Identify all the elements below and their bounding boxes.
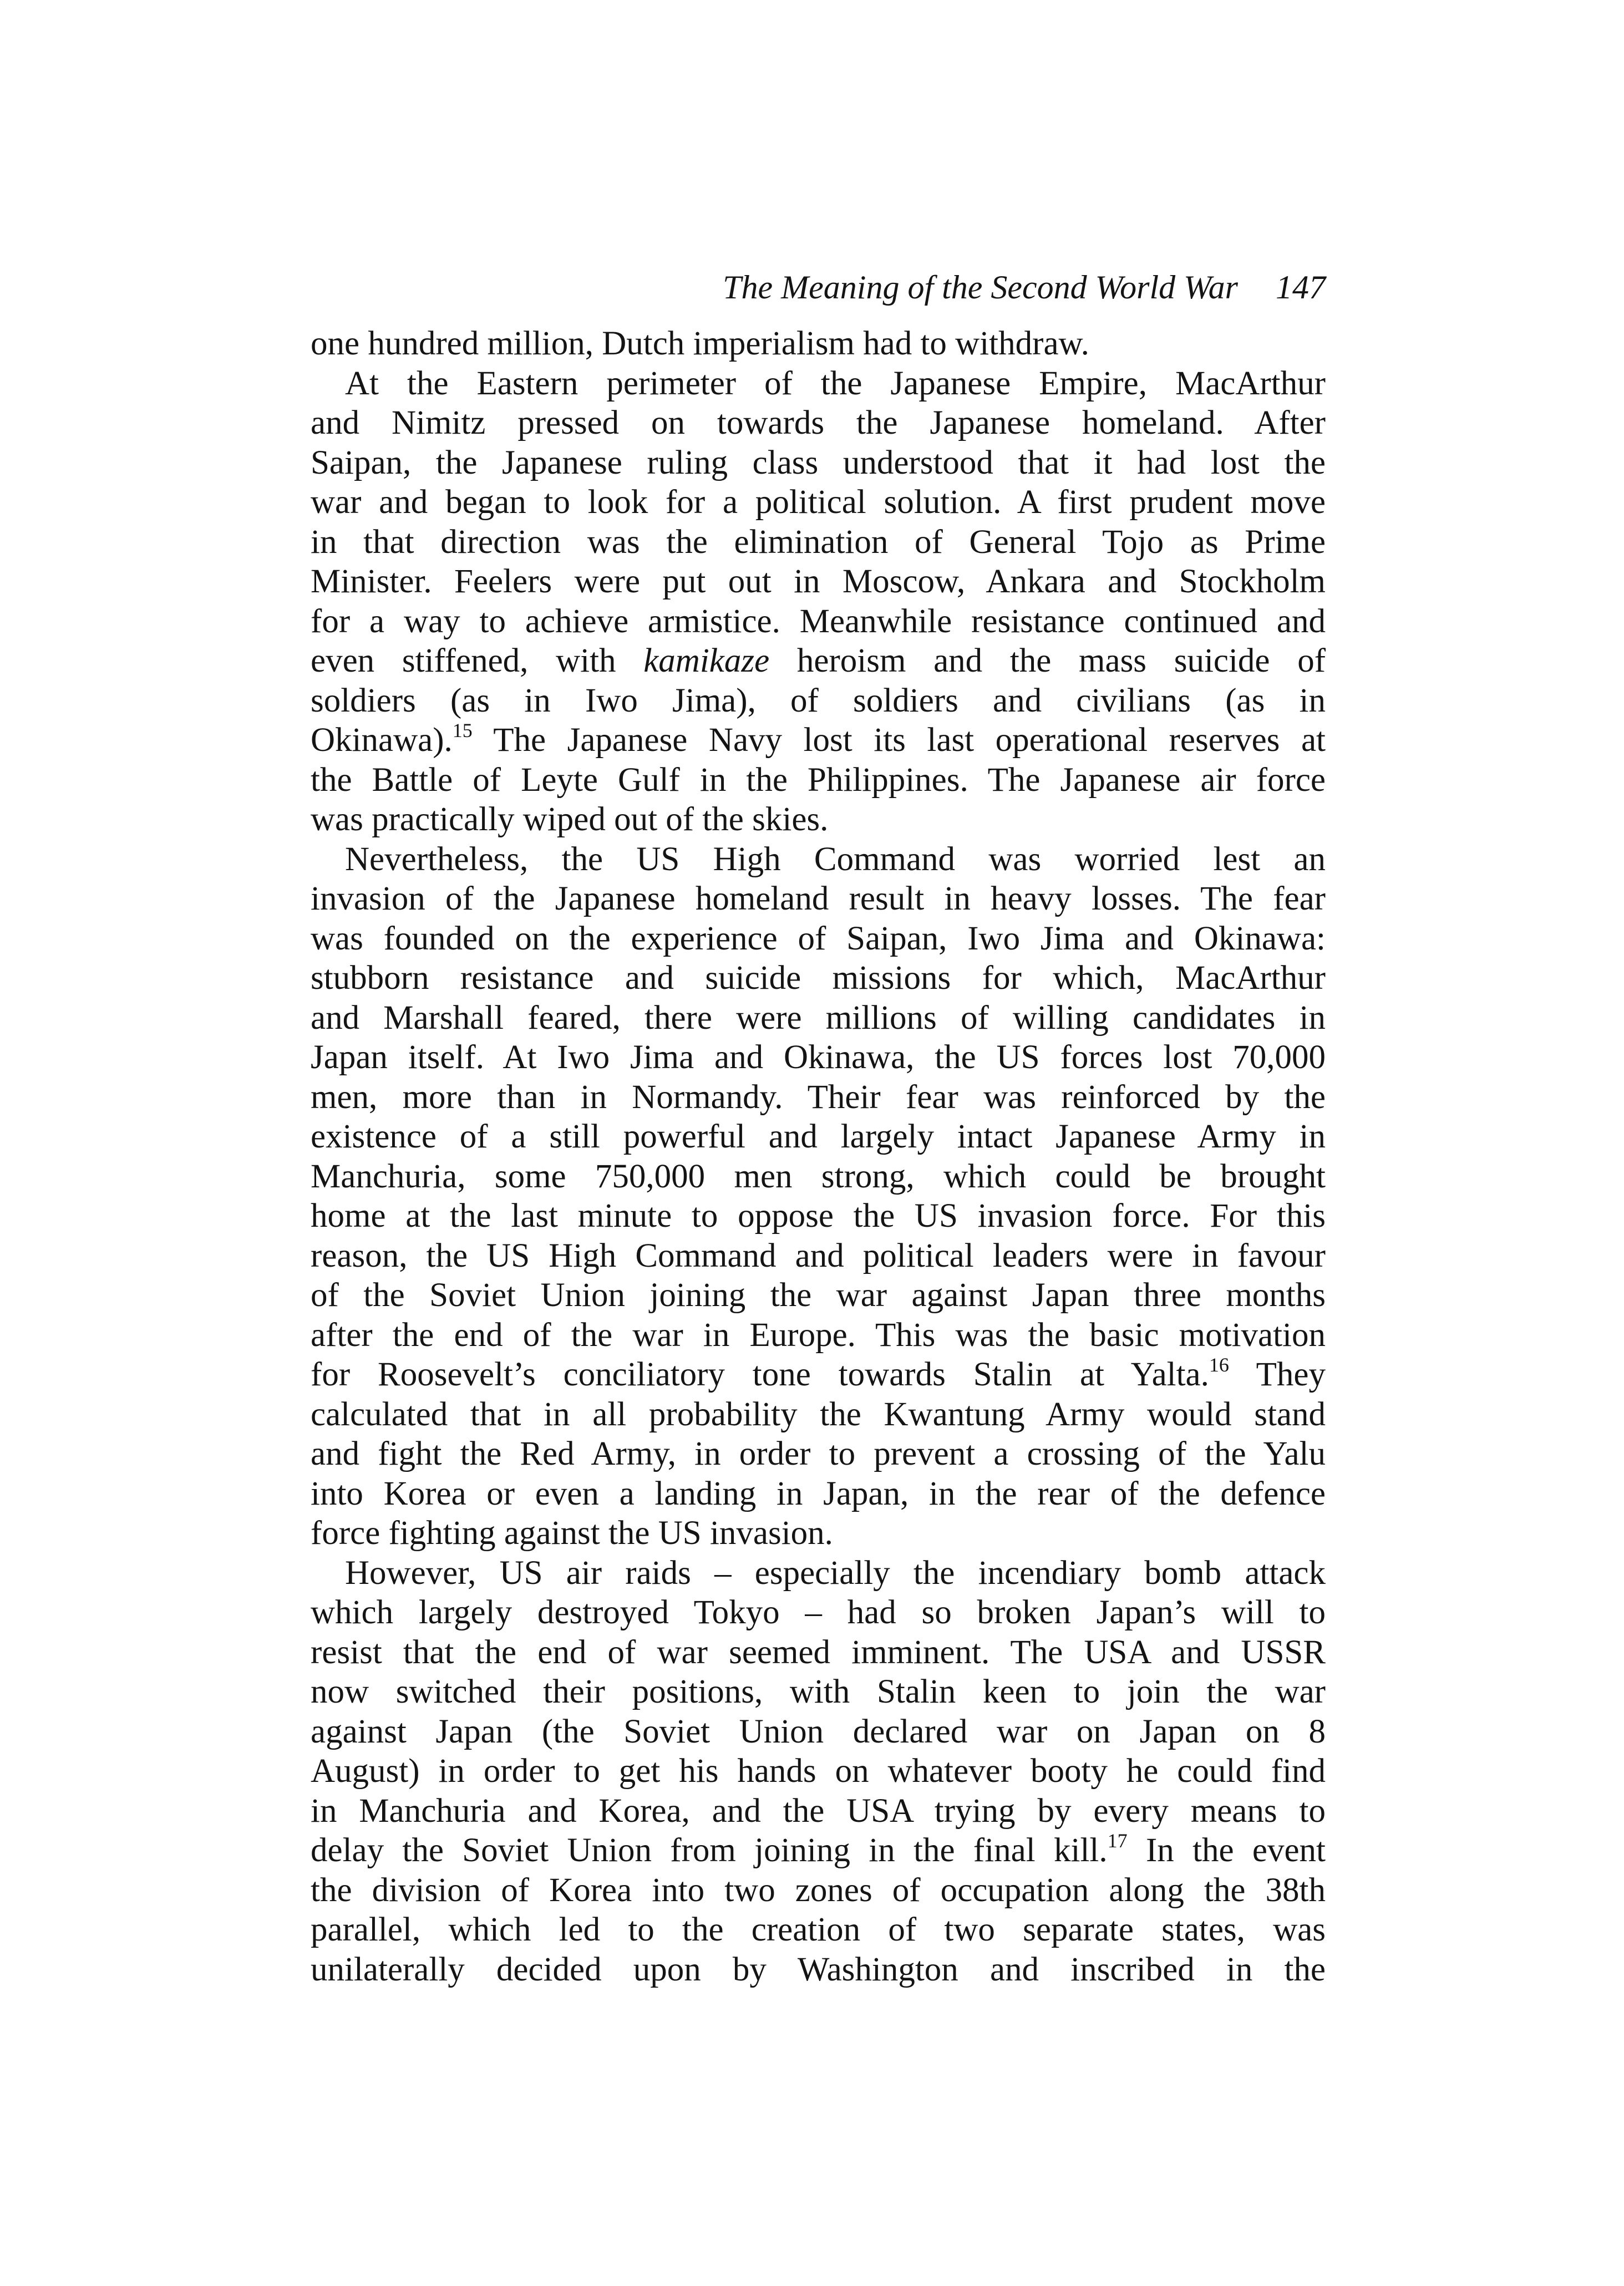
- text-line: the Battle of Leyte Gulf in the Philippines. The Japanese air force: [311, 761, 1326, 799]
- text-line: stubborn resistance and suicide missions for which, MacArthur: [311, 959, 1326, 997]
- text-line: now switched their positions, with Stalin keen to join the war: [311, 1673, 1326, 1710]
- footnote-reference: 16: [1209, 1353, 1229, 1376]
- text-line: force fighting against the US invasion.: [311, 1515, 833, 1552]
- text-line: one hundred million, Dutch imperialism had to withdraw.: [311, 325, 1089, 362]
- text-line: parallel, which led to the creation of two separate states, was: [311, 1911, 1326, 1948]
- text-line: and fight the Red Army, in order to prevent a crossing of the Yalu: [311, 1435, 1326, 1472]
- text-line: which largely destroyed Tokyo – had so broken Japan’s will to: [311, 1594, 1326, 1631]
- text-segment: delay the Soviet Union from joining in the final kill.: [311, 1832, 1108, 1869]
- text-line: after the end of the war in Europe. This was the basic motivation: [311, 1316, 1326, 1354]
- text-line: soldiers (as in Iwo Jima), of soldiers and civilians (as in: [311, 682, 1326, 719]
- text-line: for a way to achieve armistice. Meanwhile resistance continued and: [311, 602, 1326, 640]
- footnote-reference: 17: [1107, 1829, 1128, 1852]
- text-line: At the Eastern perimeter of the Japanese Empire, MacArthur: [345, 364, 1326, 402]
- text-line: Japan itself. At Iwo Jima and Okinawa, the US forces lost 70,000: [311, 1039, 1326, 1076]
- text-line: in that direction was the elimination of General Tojo as Prime: [311, 523, 1326, 561]
- text-segment: In the event: [1127, 1832, 1326, 1869]
- text-segment: They: [1229, 1356, 1326, 1393]
- text-line: [311, 1355, 1326, 1395]
- text-line: Minister. Feelers were put out in Moscow, Ankara and Stockholm: [311, 563, 1326, 600]
- text-line: of the Soviet Union joining the war against Japan three months: [311, 1277, 1326, 1314]
- text-segment: even stiffened, with: [311, 642, 644, 679]
- text-line: unilaterally decided upon by Washington and inscribed in the: [311, 1950, 1326, 1988]
- text-line: and Nimitz pressed on towards the Japanese homeland. After: [311, 404, 1326, 441]
- text-line: in Manchuria and Korea, and the USA trying by every means to: [311, 1792, 1326, 1830]
- body-text: [311, 324, 1326, 1989]
- text-line: [311, 720, 1326, 760]
- text-line: [311, 1831, 1326, 1871]
- text-line: August) in order to get his hands on whatever booty he could find: [311, 1752, 1326, 1790]
- text-line: home at the last minute to oppose the US invasion force. For this: [311, 1197, 1326, 1235]
- text-segment: heroism and the mass suicide of: [769, 642, 1326, 679]
- text-line: reason, the US High Command and political leaders were in favour: [311, 1237, 1326, 1274]
- text-line: However, US air raids – especially the incendiary bomb attack: [345, 1554, 1326, 1592]
- text-line: against Japan (the Soviet Union declared war on Japan on 8: [311, 1713, 1326, 1750]
- text-line: existence of a still powerful and largely intact Japanese Army in: [311, 1118, 1326, 1155]
- text-line: war and began to look for a political solution. A first prudent move: [311, 484, 1326, 521]
- text-line: Manchuria, some 750,000 men strong, which could be brought: [311, 1157, 1326, 1195]
- text-segment: for Roosevelt’s conciliatory tone towards Stalin at Yalta.: [311, 1356, 1209, 1393]
- text-line: calculated that in all probability the Kwantung Army would stand: [311, 1395, 1326, 1433]
- text-line: invasion of the Japanese homeland result in heavy losses. The fear: [311, 880, 1326, 917]
- running-header: [311, 265, 1326, 309]
- text-line: [311, 641, 1326, 681]
- text-segment: The Japanese Navy lost its last operational reserves at: [472, 722, 1326, 759]
- text-line: resist that the end of war seemed imminent. The USA and USSR: [311, 1633, 1326, 1671]
- text-line: was practically wiped out of the skies.: [311, 801, 829, 838]
- text-line: was founded on the experience of Saipan, Iwo Jima and Okinawa:: [311, 920, 1326, 957]
- text-line: the division of Korea into two zones of occupation along the 38th: [311, 1871, 1326, 1909]
- page-number: 147: [1276, 269, 1326, 306]
- text-segment: Okinawa).: [311, 722, 453, 759]
- text-line: Nevertheless, the US High Command was worried lest an: [345, 840, 1326, 878]
- text-line: Saipan, the Japanese ruling class understood that it had lost the: [311, 444, 1326, 481]
- footnote-reference: 15: [452, 719, 473, 741]
- text-line: and Marshall feared, there were millions of willing candidates in: [311, 999, 1326, 1037]
- text-line: men, more than in Normandy. Their fear was reinforced by the: [311, 1078, 1326, 1116]
- running-title: The Meaning of the Second World War: [723, 269, 1238, 306]
- text-line: into Korea or even a landing in Japan, in the rear of the defence: [311, 1475, 1326, 1512]
- italic-term: kamikaze: [643, 642, 770, 679]
